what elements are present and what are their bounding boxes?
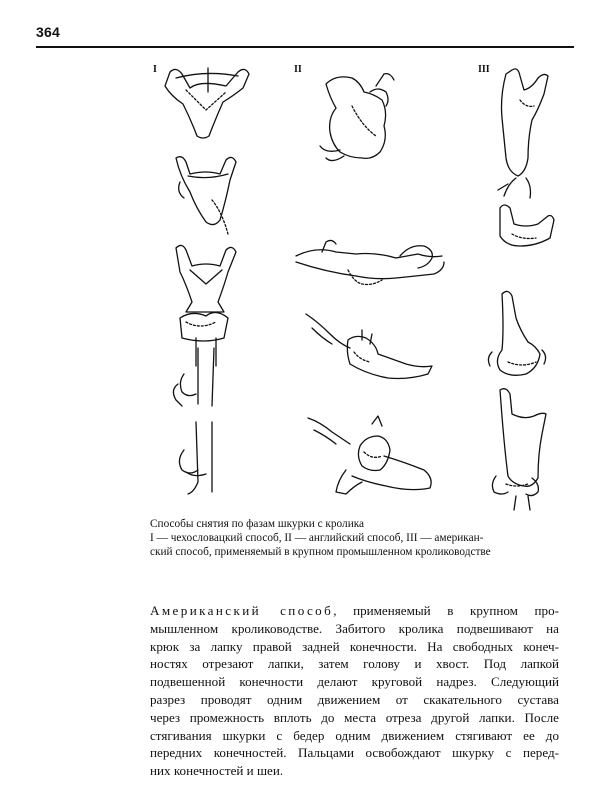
column-label-3: III (478, 64, 490, 75)
column-2-phase-3 (306, 314, 432, 379)
column-3-phase-2 (500, 205, 554, 246)
body-line-7: через промежность вплоть до места отреза другой лапки. После (150, 709, 559, 725)
body-lead-term: Американский способ (150, 603, 334, 618)
caption-line-3: ский способ, применяемый в крупном промышленном кролиководстве (150, 546, 491, 559)
body-line-5: подвешенной конечности делают круговой надрез. Следующий (150, 674, 559, 690)
body-line-10: них конечностей и шеи. (150, 763, 284, 779)
column-1-phase-4 (173, 348, 214, 406)
column-label-1: I (153, 64, 157, 75)
column-2-phase-4 (308, 416, 431, 494)
body-line-9: передних конечностей. Пальцами освобождают шкурку с перед- (150, 745, 559, 761)
caption-line-2: I — чехословацкий способ, II — английский способ, III — американ- (150, 532, 484, 545)
body-line-2: мышленном кролиководстве. Забитого кролика подвешивают на (150, 620, 559, 636)
figure-caption (150, 517, 562, 560)
column-1-phase-5 (179, 422, 212, 494)
column-3-phase-1 (498, 69, 548, 198)
body-line-1 (150, 602, 559, 620)
page-number: 364 (36, 24, 60, 40)
column-label-2: II (294, 64, 302, 75)
column-3-phase-3 (488, 291, 545, 375)
column-1-drawings (165, 68, 249, 494)
column-1-phase-1 (165, 68, 249, 138)
column-1-phase-3 (176, 245, 236, 366)
column-2-phase-2 (296, 240, 444, 284)
column-2-phase-1 (320, 74, 394, 161)
column-3-phase-4 (492, 389, 546, 510)
body-line-6: разрез проводят одним движением от скакательного сустава (150, 691, 559, 707)
column-1-phase-2 (176, 157, 236, 234)
body-line-1-rest: , применяемый в крупном про- (333, 603, 559, 618)
caption-line-1: Способы снятия по фазам шкурки с кролика (150, 518, 365, 530)
column-2-drawings (296, 74, 444, 494)
body-line-8: стягивания шкурки с бедер одним движением стягивают ее до (150, 727, 559, 743)
body-line-4: ностях отрезают лапки, затем голову и хвост. Под лапкой (150, 656, 559, 672)
column-3-drawings (488, 69, 554, 510)
body-line-3: крюк за лапку правой задней конечности. На свободных конеч- (150, 638, 559, 654)
body-paragraph (150, 602, 559, 780)
